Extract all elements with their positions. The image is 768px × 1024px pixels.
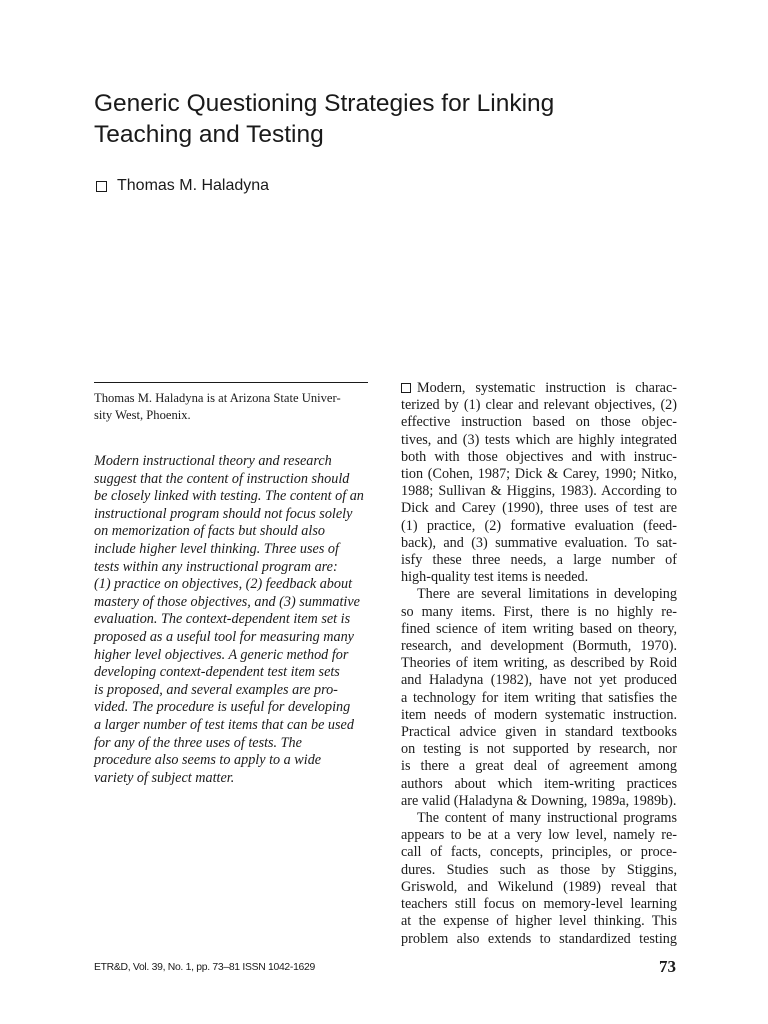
body-text-column <box>401 380 677 948</box>
paragraph-line: Theories of item writing, as described by Roid <box>401 655 677 672</box>
paragraph-2 <box>401 586 677 810</box>
paragraph-line: Practical advice given in standard textbooks <box>401 724 677 741</box>
paragraph-line: 1988; Sullivan & Higgins, 1983). According to <box>401 483 677 500</box>
paragraph-line: (1) practice, (2) formative evaluation (feed- <box>401 517 677 534</box>
abstract-line: variety of subject matter. <box>94 769 235 786</box>
abstract-line: for any of the three uses of tests. The <box>94 734 302 751</box>
paragraph-line: high-quality test items is needed. <box>401 569 589 586</box>
abstract-line: instructional program should not focus solely <box>94 505 353 522</box>
abstract-line: vided. The procedure is useful for developing <box>94 699 351 716</box>
abstract-line: procedure also seems to apply to a wide <box>94 752 322 769</box>
paragraph-line: isfy these three needs, a large number of <box>401 552 677 569</box>
paragraph-line: are valid (Haladyna & Downing, 1989a, 1989b). <box>401 792 677 809</box>
square-bullet-icon <box>401 383 411 393</box>
paragraph-line: call of facts, concepts, principles, or proce- <box>401 844 677 861</box>
abstract-line: developing context-dependent test item sets <box>94 664 340 681</box>
paragraph-line: effective instruction based on those objec- <box>401 414 677 431</box>
paragraph-line: terized by (1) clear and relevant objectives, (2) <box>401 397 677 414</box>
abstract-line: (1) practice on objectives, (2) feedback about <box>94 576 353 593</box>
paragraph-line: both with those objectives and with instruc- <box>401 448 677 465</box>
paragraph-line: tion (Cohen, 1987; Dick & Carey, 1990; Nitko, <box>401 466 677 483</box>
title-line-1: Generic Questioning Strategies for Linking <box>94 90 555 117</box>
abstract-line: be closely linked with testing. The content of an <box>94 488 364 505</box>
paragraph-1 <box>401 380 677 586</box>
abstract-line: Modern instructional theory and research <box>94 453 332 469</box>
abstract-line: on memorization of facts but should also <box>94 523 325 540</box>
paragraph-line: teachers still focus on memory-level learning <box>401 896 677 913</box>
paragraph-line: back), and (3) summative evaluation. To sat- <box>401 534 677 551</box>
paragraph-line: is there a great deal of agreement among <box>401 758 677 775</box>
byline <box>96 176 269 196</box>
paragraph-line: Dick and Carey (1990), three uses of test are <box>401 500 677 517</box>
paragraph-line: so many items. First, there is no highly re- <box>401 603 677 620</box>
paragraph-3 <box>401 810 677 948</box>
abstract-line: evaluation. The context-dependent item set is <box>94 611 351 628</box>
article-title <box>94 88 694 150</box>
affiliation-line: Thomas M. Haladyna is at Arizona State Univer- <box>94 391 341 405</box>
journal-citation-footer: ETR&D, Vol. 39, No. 1, pp. 73–81 ISSN 1042-1629 <box>94 962 315 973</box>
paragraph-line: authors about which item-writing practices <box>401 775 677 792</box>
abstract-line: tests within any instructional program are: <box>94 558 338 575</box>
paragraph-line: and Haladyna (1982), have not yet produced <box>401 672 677 689</box>
paragraph-line: Modern, systematic instruction is charac- <box>401 380 677 397</box>
paragraph-line: at the expense of higher level thinking. This <box>401 913 677 930</box>
abstract-line: suggest that the content of instruction should <box>94 470 350 487</box>
page-number: 73 <box>659 957 676 976</box>
author-affiliation <box>94 390 374 424</box>
paragraph-line: research, and development (Bormuth, 1970). <box>401 638 677 655</box>
author-name: Thomas M. Haladyna <box>117 177 270 194</box>
paragraph-line: appears to be at a very low level, namely re- <box>401 827 677 844</box>
abstract-line: higher level objectives. A generic method for <box>94 646 349 663</box>
square-bullet-icon <box>96 181 107 192</box>
title-line-2: Teaching and Testing <box>94 121 324 148</box>
affiliation-line: sity West, Phoenix. <box>94 408 191 422</box>
paragraph-line: problem also extends to standardized testing <box>401 930 677 947</box>
footnote-divider <box>94 382 368 383</box>
paragraph-line: item needs of modern systematic instruction. <box>401 706 677 723</box>
abstract-line: proposed as a useful tool for measuring many <box>94 628 354 645</box>
abstract-line: include higher level thinking. Three uses of <box>94 540 339 557</box>
abstract-line: is proposed, and several examples are pro- <box>94 681 338 698</box>
abstract-line: mastery of those objectives, and (3) summative <box>94 593 360 610</box>
paragraph-line: tives, and (3) tests which are highly integrated <box>401 431 677 448</box>
paragraph-line: The content of many instructional programs <box>417 810 677 827</box>
paragraph-line: a technology for item writing that satisfies the <box>401 689 677 706</box>
paragraph-line: dures. Studies such as those by Stiggins, <box>401 861 677 878</box>
abstract <box>94 453 376 787</box>
paragraph-line: Griswold, and Wikelund (1989) reveal that <box>401 878 677 895</box>
abstract-line: a larger number of test items that can be used <box>94 716 354 733</box>
paragraph-line: fined science of item writing based on theory, <box>401 620 677 637</box>
paragraph-line: on testing is not supported by research, nor <box>401 741 677 758</box>
paragraph-line: There are several limitations in developing <box>417 586 677 603</box>
